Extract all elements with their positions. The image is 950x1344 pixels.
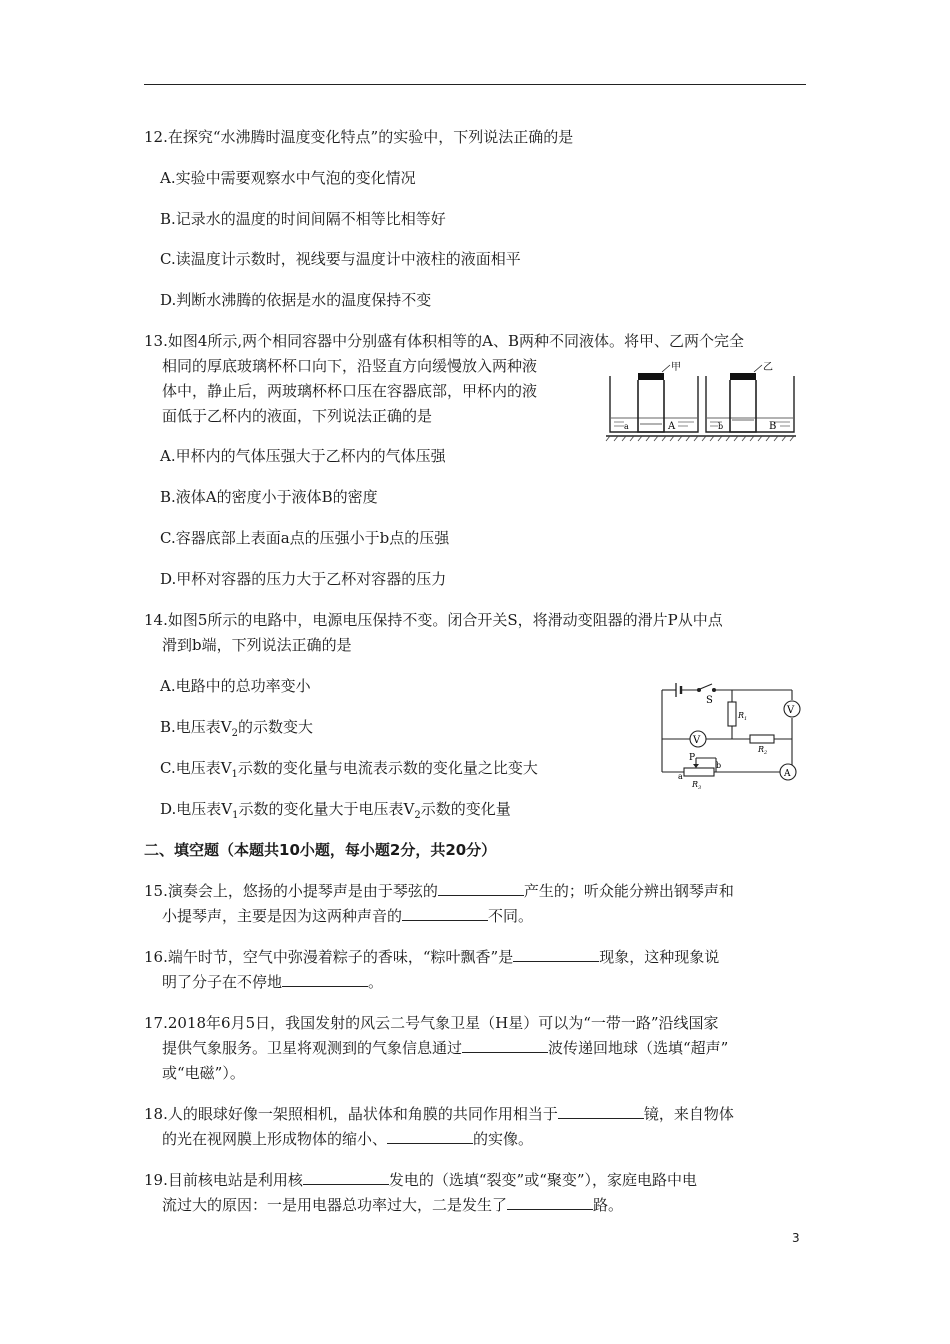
q12-option-c: C.读温度计示数时，视线要与温度计中液柱的液面相平 bbox=[160, 250, 521, 268]
q14-option-b: B.电压表$V_2$的示数变大 bbox=[160, 718, 314, 739]
q13-option-a: A.甲杯内的气体压强大于乙杯内的气体压强 bbox=[160, 447, 446, 465]
q15-line2: 小提琴声，主要是因为这两种声音的 不同。 bbox=[162, 907, 534, 925]
label-end-a: a bbox=[678, 772, 683, 781]
label-point-b: b bbox=[718, 422, 724, 431]
q19-blank-1[interactable] bbox=[303, 1170, 389, 1185]
q17-blank-1[interactable] bbox=[462, 1038, 548, 1053]
label-point-a: a bbox=[624, 422, 629, 431]
label-r2: $R_2$ bbox=[758, 745, 768, 756]
q17-line1: 17.2018年6月5日，我国发射的风云二号气象卫星（H星）可以为“一带一路”沿线国家 bbox=[144, 1014, 719, 1032]
figure-4-containers bbox=[604, 360, 800, 442]
q19-blank-2[interactable] bbox=[507, 1195, 593, 1210]
meter-a-label: A bbox=[784, 769, 791, 779]
label-yi: 乙 bbox=[763, 362, 773, 373]
q13-option-c: C.容器底部上表面a点的压强小于b点的压强 bbox=[160, 529, 450, 547]
q14-stem-line2: 滑到b端，下列说法正确的是 bbox=[162, 636, 352, 654]
label-jia: 甲 bbox=[671, 362, 681, 373]
q17-line2: 提供气象服务。卫星将观测到的气象信息通过 波传递回地球（选填“超声” bbox=[162, 1039, 729, 1057]
q15-line1: 15.演奏会上，悠扬的小提琴声是由于琴弦的 产生的；听众能分辨出钢琴声和 bbox=[144, 882, 734, 900]
q13-option-b: B.液体A的密度小于液体B的密度 bbox=[160, 488, 378, 506]
q15-blank-2[interactable] bbox=[402, 906, 488, 921]
q18-line1: 18.人的眼球好像一架照相机，晶状体和角膜的共同作用相当于 镜，来自物体 bbox=[144, 1105, 734, 1123]
q12-option-a: A.实验中需要观察水中气泡的变化情况 bbox=[160, 169, 416, 187]
meter-v1-label: V bbox=[787, 705, 795, 716]
q13-stem-line4: 面低于乙杯内的液面，下列说法正确的是 bbox=[162, 407, 433, 425]
label-end-b: b bbox=[716, 761, 722, 770]
q17-line3: 或“电磁”）。 bbox=[162, 1064, 245, 1082]
page-number: 3 bbox=[792, 1231, 800, 1245]
q16-blank-1[interactable] bbox=[513, 947, 599, 962]
meter-v2-label: V bbox=[693, 735, 701, 746]
label-r3: $R_3$ bbox=[692, 780, 702, 791]
label-switch-s: S bbox=[706, 695, 713, 706]
label-r1: $R_1$ bbox=[738, 711, 748, 722]
q13-option-d: D.甲杯对容器的压力大于乙杯对容器的压力 bbox=[160, 570, 447, 588]
q14-option-d: D.电压表$V_1$示数的变化量大于电压表$V_2$示数的变化量 bbox=[160, 800, 511, 821]
q14-option-a: A.电路中的总功率变小 bbox=[160, 677, 311, 695]
q12-option-b: B.记录水的温度的时间间隔不相等比相等好 bbox=[160, 210, 446, 228]
label-liquid-a: A bbox=[668, 421, 676, 432]
q13-stem-line3: 体中，静止后，两玻璃杯杯口压在容器底部，甲杯内的液 bbox=[162, 382, 538, 400]
q12-stem: 12.在探究“水沸腾时温度变化特点”的实验中，下列说法正确的是 bbox=[144, 128, 574, 146]
q13-stem-line1: 13.如图4所示,两个相同容器中分别盛有体积相等的A、B两种不同液体。将甲、乙两个完全 bbox=[144, 332, 745, 350]
q18-blank-2[interactable] bbox=[387, 1129, 473, 1144]
q19-line2: 流过大的原因：一是用电器总功率过大，二是发生了 路。 bbox=[162, 1196, 624, 1214]
header-rule bbox=[144, 84, 806, 85]
q18-blank-1[interactable] bbox=[558, 1104, 644, 1119]
q14-option-c: C.电压表$V_1$示数的变化量与电流表示数的变化量之比变大 bbox=[160, 759, 538, 780]
q18-line2: 的光在视网膜上形成物体的缩小、 的实像。 bbox=[162, 1130, 534, 1148]
q12-option-d: D.判断水沸腾的依据是水的温度保持不变 bbox=[160, 291, 432, 309]
q13-stem-line2: 相同的厚底玻璃杯杯口向下，沿竖直方向缓慢放入两种液 bbox=[162, 357, 538, 375]
q16-line2: 明了分子在不停地 。 bbox=[162, 973, 384, 991]
label-slider-p: P bbox=[689, 753, 696, 763]
q16-line1: 16.端午时节，空气中弥漫着粽子的香味，“粽叶飘香”是 现象，这种现象说 bbox=[144, 948, 720, 966]
q16-blank-2[interactable] bbox=[282, 972, 368, 987]
section-2-heading: 二、填空题（本题共10小题，每小题2分，共20分） bbox=[144, 841, 497, 859]
q19-line1: 19.目前核电站是利用核 发电的（选填“裂变”或“聚变”），家庭电路中电 bbox=[144, 1171, 698, 1189]
q14-stem-line1: 14.如图5所示的电路中，电源电压保持不变。闭合开关S，将滑动变阻器的滑片P从中点 bbox=[144, 611, 723, 629]
figure-5-circuit bbox=[656, 680, 804, 794]
q15-blank-1[interactable] bbox=[438, 881, 524, 896]
label-liquid-b: B bbox=[769, 421, 777, 432]
